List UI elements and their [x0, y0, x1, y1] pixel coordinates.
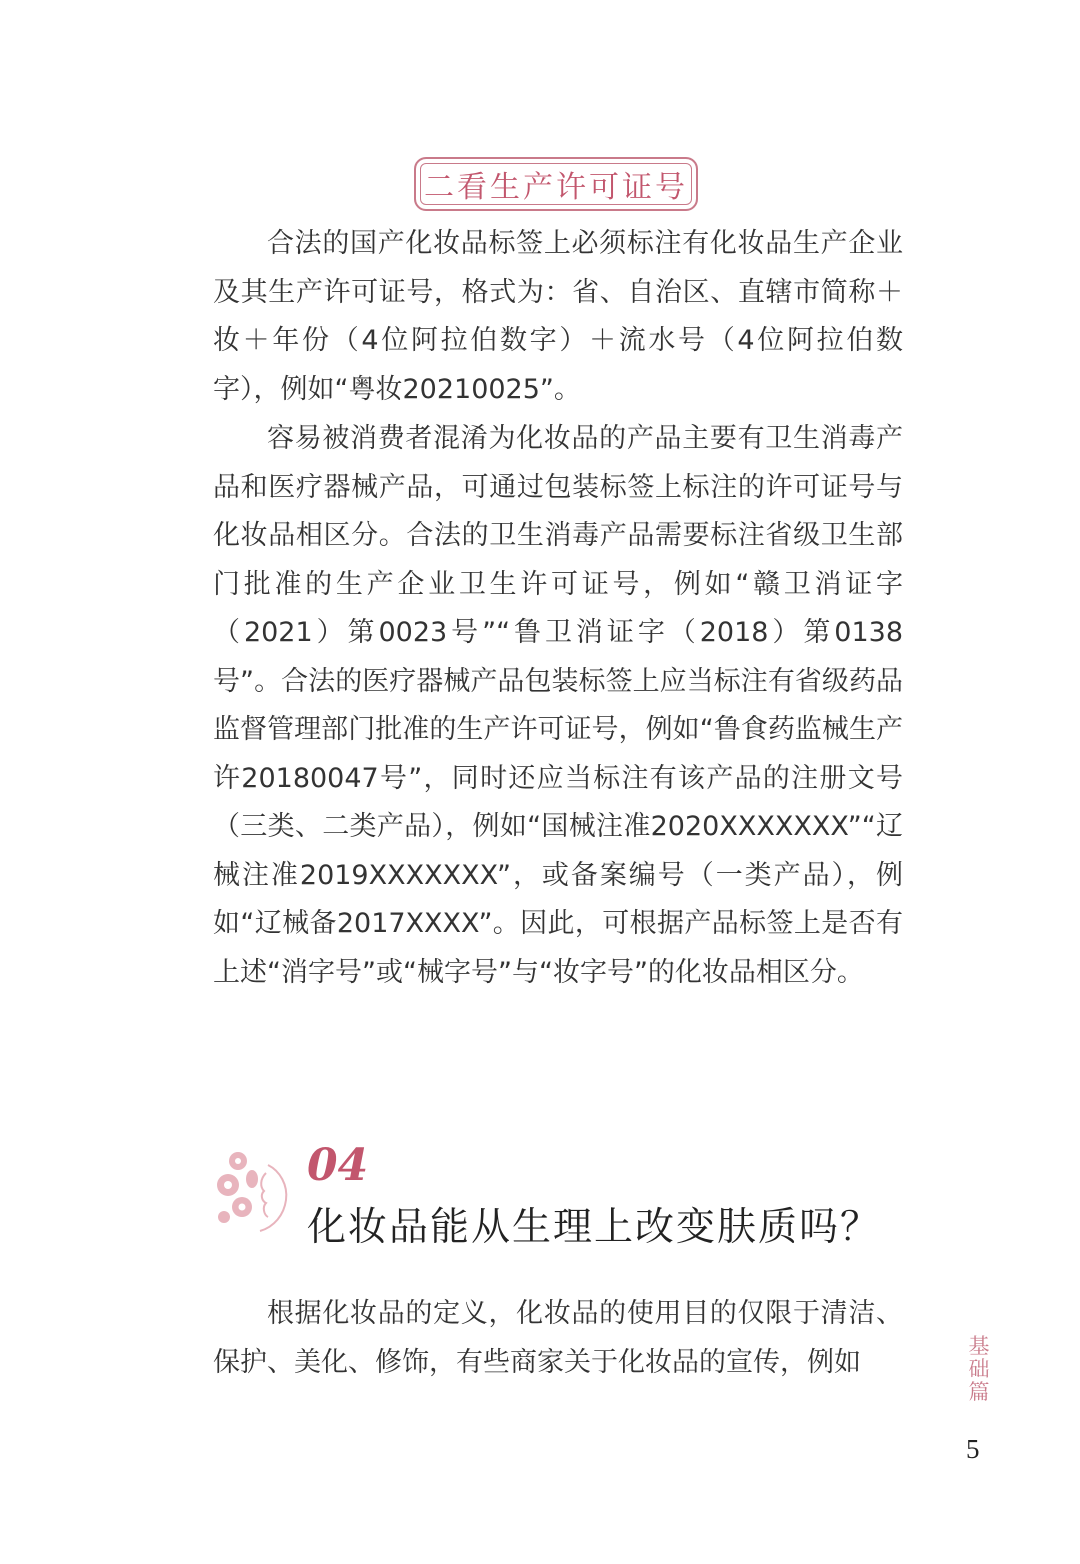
- flower-face-icon: [208, 1145, 294, 1235]
- chapter-side-tab: 基础篇: [968, 1334, 990, 1404]
- page-number: 5: [966, 1434, 980, 1464]
- section-heading-box: [414, 157, 698, 211]
- paragraph-license-format: 合法的国产化妆品标签上必须标注有化妆品生产企业及其生产许可证号，格式为：省、自治区、直辖市简称＋妆＋年份（4位阿拉伯数字）＋流水号（4位阿拉伯数字），例如“粤妆20210025”。: [213, 228, 903, 405]
- paragraph-definition: 根据化妆品的定义，化妆品的使用目的仅限于清洁、保护、美化、修饰，有些商家关于化妆品的宣传，例如: [213, 1298, 903, 1378]
- question-number: 04: [307, 1140, 369, 1191]
- section-title: 二看生产许可证号: [424, 170, 688, 205]
- paragraph-product-distinction: 容易被消费者混淆为化妆品的产品主要有卫生消毒产品和医疗器械产品，可通过包装标签上标注的许可证号与化妆品相区分。合法的卫生消毒产品需要标注省级卫生部门批准的生产企业卫生许可证号，例如“赣卫消证字（2021）第0023号”“鲁卫消证字（2018）第0138号”。合法的医疗器械产品包装标签上应当标注有省级药品监督管理部门批准的生产许可证号，例如“鲁食药监械生产许20180047号”，同时还应当标注有该产品的注册文号（三类、二类产品），例如“国械注准2020XXXXXXX”“辽械注准2019XXXXXXX”，或备案编号（一类产品），例如“辽械备2017XXXX”。因此，可根据产品标签上是否有上述“消字号”或“械字号”与“妆字号”的化妆品相区分。: [213, 423, 903, 988]
- question-title: 化妆品能从生理上改变肤质吗？: [307, 1205, 882, 1250]
